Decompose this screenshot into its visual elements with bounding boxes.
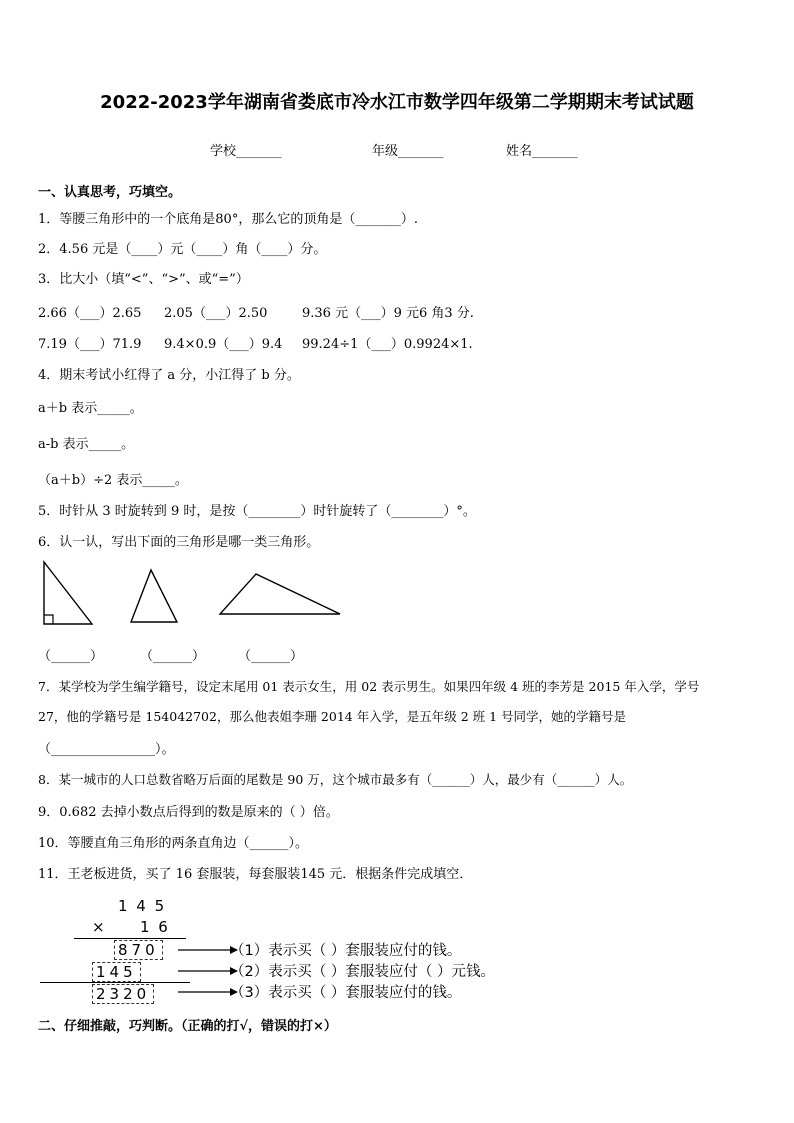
explanation-3: （3）表示买（ ）套服装应付的钱。 [230, 985, 462, 1001]
question-7-line2: 27，他的学籍号是 154042702，那么他表姐李珊 2014 年入学，是五年级 2 班 1 号同学，她的学籍号是 [38, 709, 627, 724]
question-7-line1: 7．某学校为学生编学籍号，设定末尾用 01 表示女生，用 02 表示男生。如果四年级 4 班的李芳是 2015 年入学，学号 [38, 679, 700, 694]
question-3-row2-b: 9.4×0.9（___）9.4 [164, 337, 283, 352]
question-11: 11．王老板进货，买了 16 套服装，每套服装145 元．根据条件完成填空． [38, 867, 473, 882]
triangle-blank-2: （______） [140, 649, 206, 664]
question-3-row2-c: 99.24÷1（___）0.9924×1. [302, 337, 473, 352]
multiplication-diagram [30, 893, 650, 1008]
question-3-row2-a: 7.19（___）71.9 [38, 337, 142, 352]
partial-product-1: 870 [114, 940, 163, 960]
question-10: 10．等腰直角三角形的两条直角边（______）。 [38, 836, 309, 851]
grade-field: 年级_______ [372, 144, 444, 159]
obtuse-triangle [220, 574, 340, 614]
question-8: 8．某一城市的人口总数省略万后面的尾数是 90 万，这个城市最多有（______）人，最少有（______）人。 [38, 772, 633, 787]
acute-triangle [131, 570, 177, 622]
question-4-c: （a＋b）÷2 表示_____。 [38, 473, 188, 488]
triangle-blank-1: （______） [38, 649, 104, 664]
question-2: 2．4.56 元是（____）元（____）角（____）分。 [38, 242, 327, 257]
arrow-right-icon [178, 967, 238, 975]
question-3: 3．比大小（填“<”、“>”、或“=”） [38, 272, 249, 287]
question-9: 9．0.682 去掉小数点后得到的数是原来的（ ）倍。 [38, 805, 339, 820]
arrow-right-icon [178, 988, 238, 996]
question-3-row1-b: 2.05（___）2.50 [164, 306, 268, 321]
triangle-blank-3: （______） [238, 649, 304, 664]
product-rule-2 [40, 982, 190, 983]
section-2-heading: 二、仔细推敲，巧判断。（正确的打√，错误的打×） [38, 1019, 337, 1034]
partial-product-2: 145 [92, 962, 141, 982]
right-triangle [44, 562, 92, 624]
triangle-figures [30, 556, 360, 632]
question-4-a: a＋b 表示_____。 [38, 401, 143, 416]
times-sign: × [92, 918, 105, 936]
page-title: 2022-2023学年湖南省娄底市冷水江市数学四年级第二学期期末考试试题 [100, 92, 694, 113]
question-6: 6．认一认，写出下面的三角形是哪一类三角形。 [38, 535, 320, 550]
question-3-row1-c: 9.36 元（___）9 元6 角3 分. [302, 306, 474, 321]
question-5: 5．时针从 3 时旋转到 9 时，是按（________）时针旋转了（________）°。 [38, 504, 476, 519]
multiplier: 1 6 [140, 918, 170, 936]
arrow-right-icon [178, 946, 238, 954]
final-product: 2320 [92, 984, 154, 1004]
question-4-b: a-b 表示_____。 [38, 437, 135, 452]
name-field: 姓名_______ [506, 144, 578, 159]
question-4: 4．期末考试小红得了 a 分，小江得了 b 分。 [38, 368, 300, 383]
question-1: 1．等腰三角形中的一个底角是80°，那么它的顶角是（_______）. [38, 212, 418, 227]
school-field: 学校_______ [210, 144, 282, 159]
product-rule-1 [74, 938, 186, 939]
question-3-row1-a: 2.66（___）2.65 [38, 306, 142, 321]
question-7-line3: （________________）。 [38, 742, 175, 757]
section-1-heading: 一、认真思考，巧填空。 [38, 185, 182, 200]
explanation-1: （1）表示买（ ）套服装应付的钱。 [230, 943, 462, 959]
multiplicand: 1 4 5 [118, 897, 167, 915]
explanation-2: （2）表示买（ ）套服装应付（ ）元钱。 [230, 964, 495, 980]
